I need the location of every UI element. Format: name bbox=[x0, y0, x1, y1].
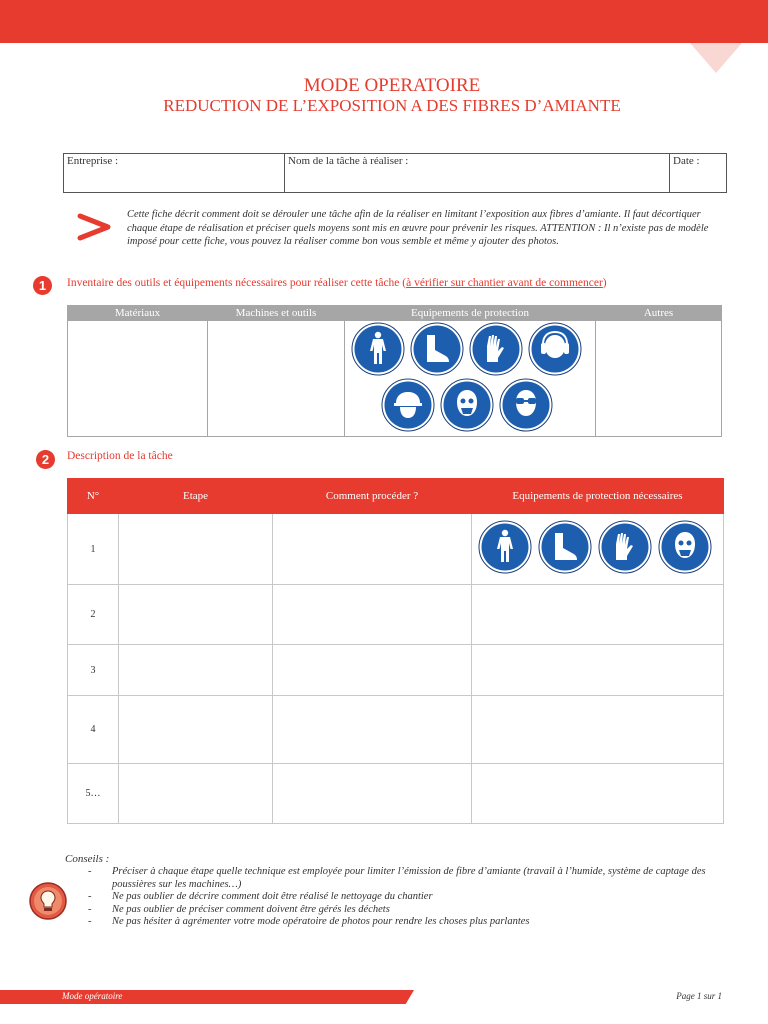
respirator-mask-icon bbox=[440, 378, 494, 432]
safety-boots-icon bbox=[410, 322, 464, 376]
chevron-right-icon bbox=[76, 210, 112, 244]
list-item: - Ne pas oublier de décrire comment doit être réalisé le nettoyage du chantier bbox=[82, 891, 722, 904]
row-number: 1 bbox=[68, 514, 119, 585]
row-number: 4 bbox=[68, 696, 119, 764]
cell-etape[interactable] bbox=[119, 585, 273, 645]
ear-protection-icon bbox=[528, 322, 582, 376]
col-comment: Comment procéder ? bbox=[273, 479, 472, 514]
gloves-icon bbox=[598, 520, 652, 574]
section-1-title-underlined: à vérifier sur chantier avant de commencer bbox=[406, 277, 603, 289]
footer-label: Mode opératoire bbox=[62, 991, 123, 1001]
list-item: - Ne pas hésiter à agrémenter votre mode opératoire de photos pour rendre les choses plus parlantes bbox=[82, 916, 722, 929]
cell-etape[interactable] bbox=[119, 696, 273, 764]
date-field[interactable]: Date : bbox=[670, 154, 727, 193]
row-number: 3 bbox=[68, 645, 119, 696]
col-equipements: Equipements de protection bbox=[345, 306, 596, 321]
col-etape: Etape bbox=[119, 479, 273, 514]
cell-machines[interactable] bbox=[208, 321, 345, 437]
inventory-table bbox=[67, 305, 722, 437]
conseils-title: Conseils : bbox=[65, 853, 110, 865]
intro-text: Cette fiche décrit comment doit se dérouler une tâche afin de la réaliser en limitant l’exposition aux fibres d’amiante. Il faut décortiquer chaque étape de réalisation et préciser quels moyens sont mis en œuvre pour prévenir les risques. ATTENTION : Il n’existe pas de modèle imposé pour cette fiche, vous pouvez la réaliser comme bon vous semble et même y ajouter des photos. bbox=[127, 209, 709, 247]
cell-comment[interactable] bbox=[273, 585, 472, 645]
cell-protection[interactable] bbox=[472, 514, 724, 585]
col-machines: Machines et outils bbox=[208, 306, 345, 321]
list-item: - Préciser à chaque étape quelle technique est employée pour limiter l’émission de fibre d’amiante (travail à l’humide, système de captage des poussières sur les machines…) bbox=[82, 866, 722, 891]
cell-comment[interactable] bbox=[273, 696, 472, 764]
table-row bbox=[68, 645, 724, 696]
cell-comment[interactable] bbox=[273, 514, 472, 585]
cell-equipements bbox=[345, 321, 596, 437]
col-protection: Equipements de protection nécessaires bbox=[472, 479, 724, 514]
row-number: 5… bbox=[68, 764, 119, 824]
section-1-title-text: Inventaire des outils et équipements nécessaires pour réaliser cette tâche ( bbox=[67, 277, 407, 289]
header-notch bbox=[690, 43, 742, 73]
respirator-mask-icon bbox=[658, 520, 712, 574]
col-autres: Autres bbox=[596, 306, 722, 321]
safety-goggles-icon bbox=[499, 378, 553, 432]
lightbulb-icon bbox=[28, 881, 68, 921]
list-item: - Ne pas oublier de préciser comment doivent être gérés les déchets bbox=[82, 904, 722, 917]
cell-etape[interactable] bbox=[119, 645, 273, 696]
section-2-title: Description de la tâche bbox=[67, 450, 173, 462]
safety-boots-icon bbox=[538, 520, 592, 574]
section-1-number: 1 bbox=[33, 276, 52, 295]
task-description-table bbox=[67, 478, 724, 824]
table-row bbox=[68, 764, 724, 824]
col-materiaux: Matériaux bbox=[68, 306, 208, 321]
cell-protection[interactable] bbox=[472, 764, 724, 824]
coverall-icon bbox=[351, 322, 405, 376]
task-name-field[interactable]: Nom de la tâche à réaliser : bbox=[285, 154, 670, 193]
header-bar bbox=[0, 0, 768, 43]
cell-protection[interactable] bbox=[472, 696, 724, 764]
cell-protection[interactable] bbox=[472, 645, 724, 696]
section-1-title bbox=[67, 277, 607, 289]
info-table bbox=[63, 153, 727, 193]
helmet-icon bbox=[381, 378, 435, 432]
col-num: N° bbox=[68, 479, 119, 514]
entreprise-field[interactable]: Entreprise : bbox=[64, 154, 285, 193]
section-2-number: 2 bbox=[36, 450, 55, 469]
page-number: Page 1 sur 1 bbox=[676, 991, 722, 1001]
coverall-icon bbox=[478, 520, 532, 574]
row-number: 2 bbox=[68, 585, 119, 645]
cell-etape[interactable] bbox=[119, 514, 273, 585]
conseils-list bbox=[82, 866, 722, 929]
page-subtitle: REDUCTION DE L’EXPOSITION A DES FIBRES D’AMIANTE bbox=[163, 96, 621, 115]
table-row bbox=[68, 696, 724, 764]
page-title: MODE OPERATOIRE bbox=[303, 75, 481, 96]
gloves-icon bbox=[469, 322, 523, 376]
cell-autres[interactable] bbox=[596, 321, 722, 437]
table-row bbox=[68, 585, 724, 645]
section-1-title-close: ) bbox=[602, 277, 607, 289]
cell-comment[interactable] bbox=[273, 764, 472, 824]
cell-comment[interactable] bbox=[273, 645, 472, 696]
cell-protection[interactable] bbox=[472, 585, 724, 645]
cell-materiaux[interactable] bbox=[68, 321, 208, 437]
table-row bbox=[68, 514, 724, 585]
cell-etape[interactable] bbox=[119, 764, 273, 824]
